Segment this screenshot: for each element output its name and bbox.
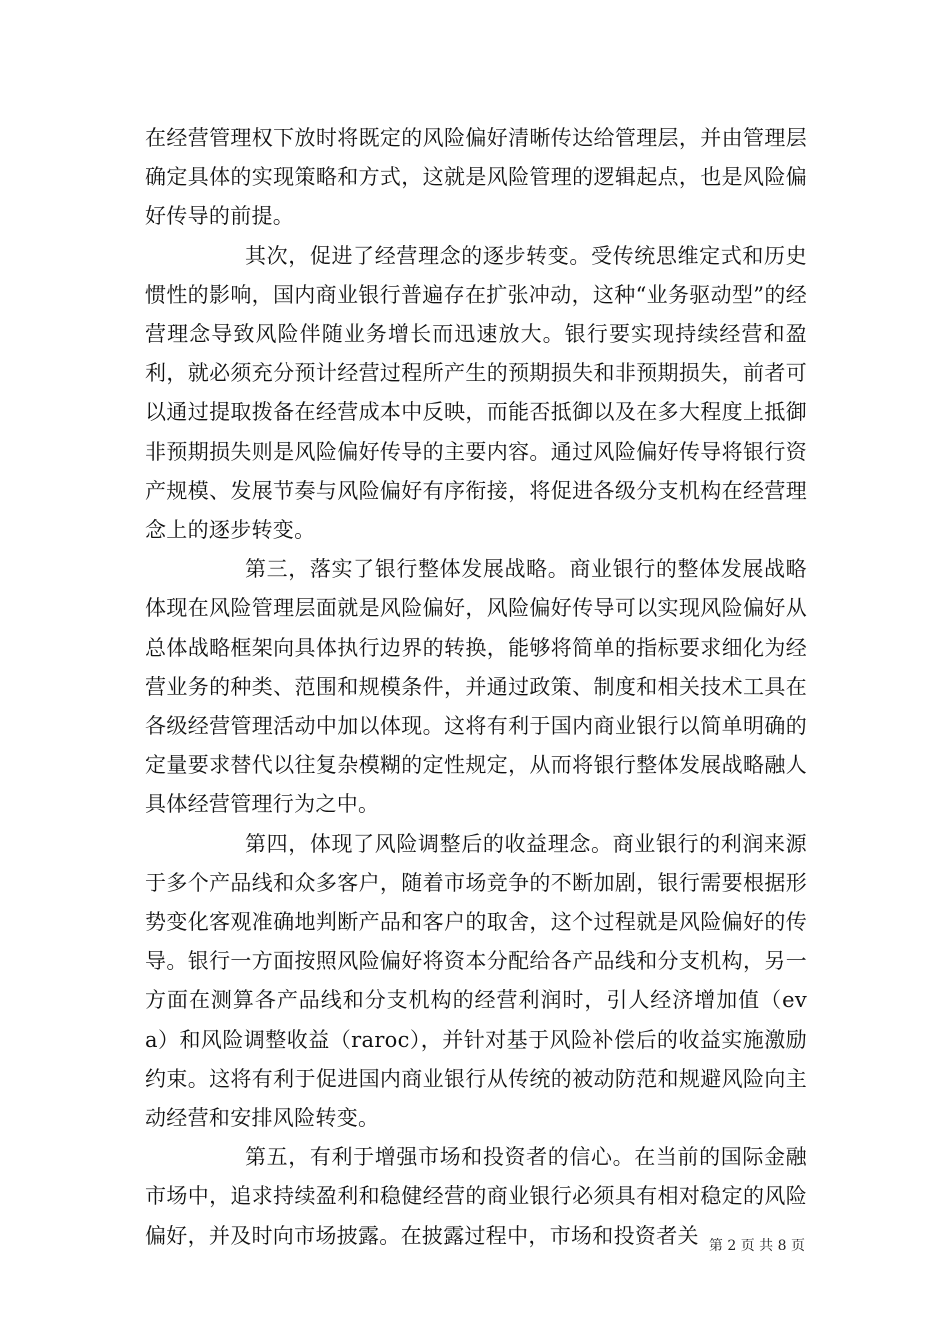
body-text [145, 119, 807, 1256]
paragraph-second-point: 其次，促进了经营理念的逐步转变。受传统思维定式和历史惯性的影响，国内商业银行普遍存在扩张冲动，这种“业务驱动型”的经营理念导致风险伴随业务增长而迅速放大。银行要实现持续经营和盈利，就必须充分预计经营过程所产生的预期损失和非预期损失，前者可以通过提取拨备在经营成本中反映，而能否抵御以及在多大程度上抵御非预期损失则是风险偏好传导的主要内容。通过风险偏好传导将银行资产规模、发展节奏与风险偏好有序衔接，将促进各级分支机构在经营理念上的逐步转变。 [145, 243, 807, 543]
paragraph-third-point: 第三，落实了银行整体发展战略。商业银行的整体发展战略体现在风险管理层面就是风险偏好，风险偏好传导可以实现风险偏好从总体战略框架向具体执行边界的转换，能够将简单的指标要求细化为经营业务的种类、范围和规模条件，并通过政策、制度和相关技术工具在各级经营管理活动中加以体现。这将有利于国内商业银行以简单明确的定量要求替代以往复杂模糊的定性规定，从而将银行整体发展战略融人具体经营管理行为之中。 [145, 557, 807, 817]
page-number-footer: 第 2 页 共 8 页 [708, 1238, 805, 1254]
paragraph-fifth-point: 第五，有利于增强市场和投资者的信心。在当前的国际金融市场中，追求持续盈利和稳健经营的商业银行必须具有相对稳定的风险偏好，并及时向市场披露。在披露过程中，市场和投资者关 [145, 1145, 807, 1248]
paragraph-fourth-point: 第四，体现了风险调整后的收益理念。商业银行的利润来源于多个产品线和众多客户，随着市场竞争的不断加剧，银行需要根据形势变化客观准确地判断产品和客户的取舍，这个过程就是风险偏好的传导。银行一方面按照风险偏好将资本分配给各产品线和分支机构，另一方面在测算各产品线和分支机构的经营利润时，引人经济增加值（eva）和风险调整收益（raroc），并针对基于风险补偿后的收益实施激励约束。这将有利于促进国内商业银行从传统的被动防范和规避风险向主动经营和安排风险转变。 [145, 831, 807, 1131]
paragraph-continuation: 在经营管理权下放时将既定的风险偏好清晰传达给管理层，并由管理层确定具体的实现策略和方式，这就是风险管理的逻辑起点，也是风险偏好传导的前提。 [145, 126, 807, 229]
